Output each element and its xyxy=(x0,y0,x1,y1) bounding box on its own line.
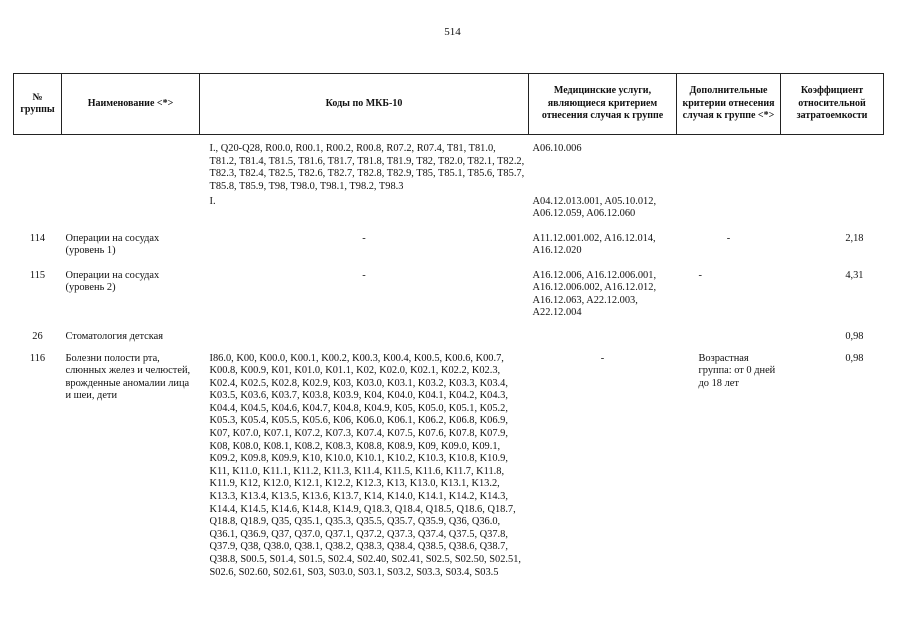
cell-num: 26 xyxy=(32,330,43,342)
cell-extra: - xyxy=(698,269,702,281)
cell-services: A06.10.006 xyxy=(532,143,582,154)
cell-coef: 2,18 xyxy=(845,232,864,244)
cell-coef: 0,98 xyxy=(845,352,864,364)
cell-services: - xyxy=(600,352,605,364)
groups-table xyxy=(13,73,884,579)
cell-name: Операции на сосудах (уровень 1) xyxy=(65,232,160,257)
table-row xyxy=(14,233,884,270)
header-group-no: № группы xyxy=(14,74,62,135)
cell-extra xyxy=(677,196,781,233)
cell-name: Болезни полости рта, слюнных желез и челюстей, врожденные аномалии лица и шеи, дети xyxy=(65,352,191,402)
cell-extra: Возрастная группа: от 0 дней до 18 лет xyxy=(698,352,776,389)
cell-services: A11.12.001.002, A16.12.014, A16.12.020 xyxy=(532,232,656,257)
cell-codes: I86.0, K00, K00.0, K00.1, K00.2, K00.3, K00.4, K00.5, K00.6, K00.7, K00.8, K00.9, K01, K01.0, K01.1, K02, K02.0, K02.1, K02.2, K02.3, K02.4, K02.5, K02.8, K02.9, K03, K03.0, K03.1, K03.2, K03.3, K03.4, K03.5, K03.6, K03.7, K03.8, K03.9, K04, K04.0, K04.1, K04.2, K04.3, K04.4, K04.5, K04.6, K04.7, K04.8, K04.9, K05, K05.0, K05.1, K05.2, K05.3, K05.4, K05.5, K05.6, K06, K06.0, K06.1, K06.2, K06.8, K06.9, K07, K07.0, K07.1, K07.2, K07.3, K07.4, K07.5, K07.6, K07.8, K07.9, K08, K08.0, K08.1, K08.2, K08.3, K08.8, K08.9, K09, K09.0, K09.1, K09.2, K09.8, K09.9, K10, K10.0, K10.1, K10.2, K10.3, K10.8, K10.9, K11, K11.0, K11.1, K11.2, K11.3, K11.4, K11.5, K11.6, K11.7, K11.8, K11.9, K12, K12.0, K12.1, K12.2, K12.3, K13, K13.0, K13.1, K13.2, K13.3, K13.4, K13.5, K13.6, K13.7, K14, K14.0, K14.1, K14.2, K14.3, K14.4, K14.5, K14.6, K14.8, K14.9, Q18.3, Q18.4, Q18.5, Q18.6, Q18.7, Q18.8, Q18.9, Q35, Q35.1, Q35.3, Q35.5, Q35.7, Q35.9, Q36, Q36.0, Q36.1, Q36.9, Q37, Q37.0, Q37.1, Q37.2, Q37.3, Q37.4, Q37.5, Q37.8, Q37.9, Q38, Q38.0, Q38.1, Q38.2, Q38.3, Q38.4, Q38.5, Q38.6, Q38.7, Q38.8, S00.5, S01.4, S01.5, S02.4, S02.40, S02.41, S02.5, S02.50, S02.51, S02.6, S02.60, S02.61, S03, S03.0, S03.1, S03.2, S03.3, S03.4, S03.5 xyxy=(209,352,521,578)
cell-codes: I. xyxy=(209,195,216,207)
cell-num xyxy=(14,196,62,233)
table-row xyxy=(14,331,884,353)
cell-name: Операции на сосудах (уровень 2) xyxy=(65,269,160,294)
cell-coef: 4,31 xyxy=(845,269,864,281)
header-extra: Дополнительные критерии отнесения случая к группе <*> xyxy=(677,74,781,135)
cell-name xyxy=(62,196,200,233)
page-number: 514 xyxy=(444,26,461,38)
cell-services: A16.12.006, A16.12.006.001, A16.12.006.002, A16.12.012, A16.12.063, A22.12.003, A22.12.004 xyxy=(532,269,657,319)
cell-num: 114 xyxy=(29,232,46,244)
table-row xyxy=(14,196,884,233)
cell-extra xyxy=(677,135,781,196)
header-coef: Коэффициент относительной затратоемкости xyxy=(781,74,884,135)
cell-codes: - xyxy=(362,232,366,244)
cell-coef xyxy=(781,196,884,233)
cell-num: 115 xyxy=(29,269,46,281)
cell-codes: - xyxy=(362,269,366,281)
cell-coef xyxy=(781,135,884,196)
header-name: Наименование <*> xyxy=(62,74,200,135)
header-codes: Коды по МКБ-10 xyxy=(200,74,529,135)
table-header-row xyxy=(14,74,884,135)
cell-extra: - xyxy=(726,232,731,244)
cell-services: A04.12.013.001, A05.10.012, A06.12.059, A06.12.060 xyxy=(532,195,657,220)
header-services: Медицинские услуги, являющиеся критерием отнесения случая к группе xyxy=(529,74,677,135)
cell-coef: 0,98 xyxy=(845,330,864,342)
table-row xyxy=(14,270,884,331)
cell-section-name: Стоматология детская xyxy=(65,330,164,342)
table-row xyxy=(14,353,884,580)
cell-name xyxy=(62,135,200,196)
cell-codes: I., Q20-Q28, R00.0, R00.1, R00.2, R00.8, R07.2, R07.4, T81, T81.0, T81.2, T81.4, T81.5, T81.6, T81.7, T81.8, T81.9, T82, T82.0, T82.1, T82.2, T82.3, T82.4, T82.5, T82.6, T82.7, T82.8, T82.9, T85, T85.1, T85.6, T85.7, T85.8, T85.9, T98, T98.0, T98.1, T98.2, T98.3 xyxy=(209,143,525,192)
table-row xyxy=(14,135,884,196)
cell-num xyxy=(14,135,62,196)
cell-num: 116 xyxy=(29,352,46,364)
